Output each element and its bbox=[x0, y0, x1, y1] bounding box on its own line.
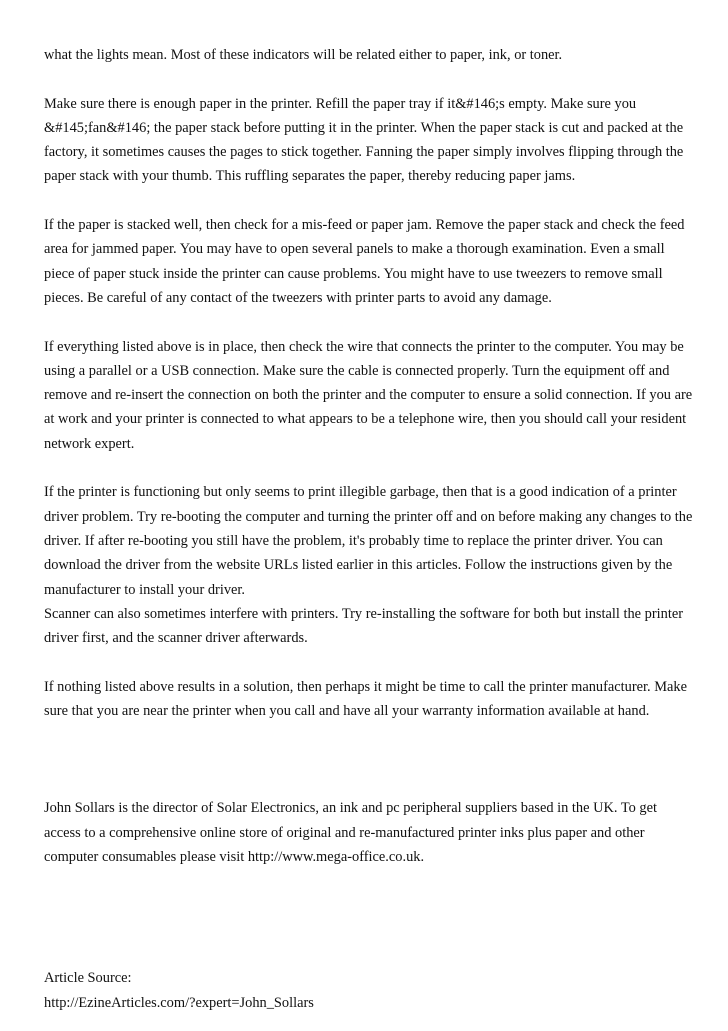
paragraph-paper-tray: Make sure there is enough paper in the printer. Refill the paper tray if it&#146;s empty. Make sure you &#145;fan&#146; the paper stack before putting it in the printer. When the paper stack is cut and packed at the factory, it sometimes causes the pages to stick together. Fanning the paper simply involves flipping through the paper stack with your thumb. This ruffling separates the paper, thereby reducing paper jams. bbox=[44, 95, 684, 185]
paragraph-paper-jam: If the paper is stacked well, then check for a mis-feed or paper jam. Remove the paper stack and check the feed area for jammed paper. You may have to open several panels to make a thorough examination. Even a small piece of paper stuck inside the printer can cause problems. You might have to use tweezers to remove small pieces. Be careful of any contact of the tweezers with printer parts to avoid any damage. bbox=[44, 217, 685, 306]
author-bio: John Sollars is the director of Solar Electronics, an ink and pc peripheral suppliers based in the UK. To get access to a comprehensive online store of original and re-manufactured printer inks plus paper and other computer consumables please visit http://www.mega-office.co.uk. bbox=[44, 800, 657, 865]
article-source bbox=[44, 966, 696, 1015]
paragraph-manufacturer: If nothing listed above results in a solution, then perhaps it might be time to call the printer manufacturer. Make sure that you are near the printer when you call and have all your warranty information available at hand. bbox=[44, 678, 688, 720]
spacer bbox=[44, 748, 696, 797]
paragraph-driver: If the printer is functioning but only seems to print illegible garbage, then that is a good indication of a printer driver problem. Try re-booting the computer and turning the printer off and on before making any changes to the driver. If after re-booting you still have the problem, it's probably time to replace the printer driver. You can download the driver from the website URLs listed earlier in this articles. Follow the instructions given by the manufacturer to install your driver. bbox=[44, 484, 693, 598]
paragraph-lights: what the lights mean. Most of these indicators will be related either to paper, ink, or toner. bbox=[44, 47, 563, 63]
article-source-url[interactable]: http://EzineArticles.com/?expert=John_Sollars bbox=[44, 994, 314, 1011]
paragraph-connection: If everything listed above is in place, then check the wire that connects the printer to the computer. You may be using a parallel or a USB connection. Make sure the cable is connected properly. Turn the equipment off and remove and re-insert the connection on both the printer and the computer to ensure a solid connection. If you are at work and your printer is connected to what appears to be a telephone wire, then you should call your resident network expert. bbox=[44, 338, 693, 452]
paragraph-scanner: Scanner can also sometimes interfere with printers. Try re-installing the software for both but install the printer driver first, and the scanner driver afterwards. bbox=[44, 605, 684, 647]
spacer bbox=[44, 893, 696, 966]
article-source-label: Article Source: bbox=[44, 970, 132, 987]
document-page bbox=[44, 43, 696, 1015]
